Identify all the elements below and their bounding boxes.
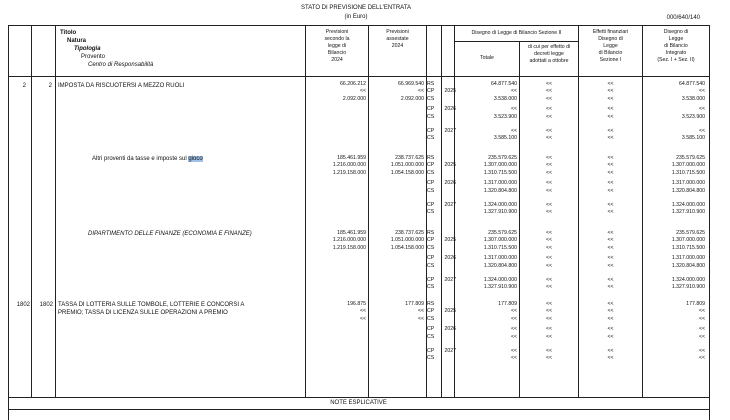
int-value: <<	[698, 355, 705, 362]
year-label: 2026	[444, 326, 456, 333]
eff-value: <<	[607, 202, 614, 208]
col-line	[368, 25, 369, 397]
tot-value: 235.579.625	[488, 155, 517, 161]
dec-value: <<	[545, 162, 553, 169]
int-value: <<	[698, 88, 705, 95]
row-code: CS	[427, 113, 435, 120]
int-value: 3.538.000	[681, 95, 705, 102]
tot-value: <<	[510, 326, 517, 333]
tot-value: 1.307.000.000	[483, 237, 517, 244]
dec-value: <<	[545, 180, 553, 187]
row-number-tipologia: 1802	[39, 302, 53, 308]
eff-value: <<	[607, 155, 614, 161]
row-code: CS	[427, 209, 435, 216]
int-value: 235.579.625	[676, 230, 705, 236]
eff-value: <<	[607, 237, 614, 244]
row-code: CS	[427, 315, 435, 322]
year-label: 2027	[444, 128, 456, 134]
header-ass: Previsioni	[386, 29, 409, 35]
int-value: 1.307.000.000	[671, 237, 705, 244]
eff-value: <<	[607, 326, 614, 333]
row-code: CP	[427, 128, 435, 134]
tot-value: <<	[510, 128, 517, 134]
eff-value: <<	[607, 333, 614, 340]
col-line	[55, 25, 56, 397]
ddl-subheader-border	[454, 41, 578, 42]
eff-value: <<	[607, 88, 614, 95]
header-integrato: Disegno di	[663, 29, 689, 35]
tot-value: 1.307.000.000	[483, 162, 517, 169]
dec-value: <<	[545, 315, 553, 322]
row-code: CS	[427, 262, 435, 269]
col-line	[441, 25, 442, 397]
eff-value: <<	[607, 135, 614, 142]
page-subtitle: (in Euro)	[344, 14, 368, 20]
assestate-value: 177.809	[405, 301, 424, 307]
row-code: CS	[427, 187, 435, 194]
row-number-tipologia: 2	[48, 83, 52, 89]
dec-value: <<	[545, 262, 553, 269]
header-prev: Previsioni	[325, 29, 349, 35]
int-value: 1.310.715.500	[671, 244, 705, 251]
int-value: 3.585.100	[681, 135, 705, 142]
row-code: CP	[427, 202, 435, 208]
row-code: RS	[427, 301, 435, 307]
assestate-value: 1.051.000.000	[390, 162, 424, 169]
tot-value: 1.310.715.500	[483, 244, 517, 251]
eff-value: <<	[607, 162, 614, 169]
previsioni-value: <<	[359, 315, 366, 322]
row-code: CP	[427, 237, 435, 244]
eff-value: <<	[607, 187, 614, 194]
year-label: 2025	[444, 237, 456, 244]
row-code: CP	[427, 326, 435, 333]
row-code: CP	[427, 162, 435, 169]
previsioni-value: 2.092.000	[342, 95, 366, 102]
section-label: PREMIO; TASSA DI LICENZA SULLE OPERAZIONI A PREMIO	[58, 310, 228, 316]
header-effetti: di Bilancio	[598, 50, 623, 56]
assestate-value: <<	[417, 315, 424, 322]
tot-value: <<	[510, 308, 517, 315]
tot-value: <<	[510, 315, 517, 322]
header-ddl-decreti: di cui per effetto di	[527, 44, 571, 50]
assestate-value: 1.051.000.000	[390, 237, 424, 244]
int-value: 1.310.715.500	[671, 169, 705, 176]
dec-value: <<	[545, 244, 553, 251]
tot-value: 1.317.000.000	[483, 255, 517, 262]
tot-value: 1.327.910.900	[483, 209, 517, 216]
dec-value: <<	[545, 135, 553, 142]
assestate-value: 2.092.000	[400, 95, 424, 102]
table-bottom-border	[8, 397, 709, 398]
tot-value: 1.310.715.500	[483, 169, 517, 176]
assestate-value: 1.054.158.000	[390, 169, 424, 176]
dec-value: <<	[545, 95, 553, 102]
text-selection-highlight[interactable]: gioco	[188, 156, 203, 162]
previsioni-value: 1.216.000.000	[332, 162, 366, 169]
int-value: 235.579.625	[676, 155, 705, 161]
row-code: CP	[427, 277, 435, 283]
tot-value: <<	[510, 333, 517, 340]
tot-value: <<	[510, 355, 517, 362]
assestate-value: 238.737.625	[395, 155, 424, 161]
header-integrato: (Sez. I + Sez. II)	[657, 57, 695, 63]
dec-value: <<	[545, 81, 553, 87]
tot-value: 1.317.000.000	[483, 180, 517, 187]
row-code: RS	[427, 81, 435, 87]
int-value: 1.317.000.000	[671, 180, 705, 187]
eff-value: <<	[607, 128, 614, 134]
dec-value: <<	[545, 237, 553, 244]
int-value: 1.327.910.900	[671, 284, 705, 291]
previsioni-value: 185.461.959	[337, 230, 366, 236]
header-integrato: di Bilancio	[664, 43, 688, 49]
year-label: 2026	[444, 106, 456, 113]
year-label: 2027	[444, 348, 456, 354]
year-label: 2026	[444, 180, 456, 187]
eff-value: <<	[607, 113, 614, 120]
row-code: RS	[427, 155, 435, 161]
header-prev: 2024	[331, 57, 343, 63]
year-label: 2026	[444, 255, 456, 262]
dec-value: <<	[545, 308, 553, 315]
tot-value: <<	[510, 106, 517, 113]
dec-value: <<	[545, 301, 553, 307]
previsioni-value: 1.216.000.000	[332, 237, 366, 244]
dec-value: <<	[545, 187, 553, 194]
dec-value: <<	[545, 284, 553, 291]
int-value: 1.320.804.800	[671, 262, 705, 269]
header-bottom-border	[8, 76, 709, 77]
year-label: 2027	[444, 202, 456, 208]
dec-value: <<	[545, 113, 553, 120]
row-code: CP	[427, 308, 435, 315]
previsioni-value: 1.219.158.000	[332, 244, 366, 251]
tot-value: 3.585.100	[493, 135, 517, 142]
row-code: CP	[427, 88, 435, 95]
eff-value: <<	[607, 209, 614, 216]
tot-value: 3.523.900	[493, 113, 517, 120]
section-label: Altri proventi da tasse e imposte sul gioco	[92, 156, 203, 162]
dec-value: <<	[545, 348, 553, 354]
eff-value: <<	[607, 301, 614, 307]
int-value: 1.320.804.800	[671, 187, 705, 194]
header-provento: Provento	[81, 54, 106, 60]
dec-value: <<	[545, 155, 553, 161]
row-code: CS	[427, 284, 435, 291]
assestate-value: 238.737.625	[395, 230, 424, 236]
page-title: STATO DI PREVISIONE DELL'ENTRATA	[301, 5, 411, 11]
eff-value: <<	[607, 355, 614, 362]
tot-value: 1.324.000.000	[483, 202, 517, 208]
eff-value: <<	[607, 230, 614, 236]
eff-value: <<	[607, 348, 614, 354]
int-value: <<	[698, 348, 705, 354]
eff-value: <<	[607, 180, 614, 187]
section-label: TASSA DI LOTTERIA SULLE TOMBOLE, LOTTERIE E CONCORSI A	[58, 302, 245, 308]
col-line	[709, 25, 710, 420]
previsioni-value: 1.219.158.000	[332, 169, 366, 176]
header-ddl-decreti: decreti legge	[534, 51, 564, 57]
int-value: <<	[698, 106, 705, 113]
dec-value: <<	[545, 333, 553, 340]
tot-value: <<	[510, 88, 517, 95]
row-code: CP	[427, 106, 435, 113]
year-label: 2025	[444, 88, 456, 95]
header-tipologia: Tipologia	[74, 46, 101, 52]
header-natura: Natura	[67, 38, 87, 44]
assestate-value: <<	[417, 88, 424, 95]
eff-value: <<	[607, 284, 614, 291]
header-integrato: Legge	[668, 36, 684, 42]
dec-value: <<	[545, 255, 553, 262]
row-number-natura: 1802	[16, 302, 30, 308]
int-value: <<	[698, 315, 705, 322]
int-value: 3.523.900	[681, 113, 705, 120]
row-code: CS	[427, 95, 435, 102]
eff-value: <<	[607, 308, 614, 315]
dec-value: <<	[545, 88, 553, 95]
document-code: 000/640/140	[666, 15, 700, 21]
row-code: RS	[427, 230, 435, 236]
eff-value: <<	[607, 277, 614, 283]
eff-value: <<	[607, 106, 614, 113]
dec-value: <<	[545, 169, 553, 176]
col-line	[305, 25, 306, 397]
previsioni-value: 185.461.959	[337, 155, 366, 161]
row-code: CP	[427, 180, 435, 187]
eff-value: <<	[607, 81, 614, 87]
int-value: <<	[698, 326, 705, 333]
assestate-value: <<	[417, 308, 424, 315]
dec-value: <<	[545, 355, 553, 362]
header-effetti: Sezione I	[599, 57, 622, 63]
eff-value: <<	[607, 255, 614, 262]
row-code: CP	[427, 255, 435, 262]
previsioni-value: <<	[359, 308, 366, 315]
eff-value: <<	[607, 315, 614, 322]
header-ddl-decreti: adottati a ottobre	[529, 58, 569, 64]
int-value: 1.317.000.000	[671, 255, 705, 262]
year-label: 2027	[444, 277, 456, 283]
int-value: <<	[698, 308, 705, 315]
tot-value: 1.320.804.800	[483, 262, 517, 269]
tot-value: 177.809	[498, 301, 517, 307]
tot-value: <<	[510, 348, 517, 354]
previsioni-value: <<	[359, 88, 366, 95]
header-prev: legge di	[327, 43, 347, 49]
previsioni-value: 66.206.212	[340, 81, 366, 87]
tot-value: 1.324.000.000	[483, 277, 517, 283]
notes-bottom-border	[8, 409, 709, 410]
year-label: 2025	[444, 162, 456, 169]
tot-value: 1.320.804.800	[483, 187, 517, 194]
row-code: CS	[427, 135, 435, 142]
row-number-natura: 2	[22, 83, 26, 89]
dec-value: <<	[545, 230, 553, 236]
row-code: CS	[427, 244, 435, 251]
eff-value: <<	[607, 244, 614, 251]
header-effetti: Disegno di	[598, 36, 623, 42]
int-value: <<	[698, 128, 705, 134]
int-value: 1.324.000.000	[671, 202, 705, 208]
eff-value: <<	[607, 262, 614, 269]
header-ddl: Disegno di Legge di Bilancio Sezione II	[471, 30, 562, 36]
assestate-value: 66.969.540	[398, 81, 424, 87]
header-titolo: Titolo	[60, 30, 77, 36]
col-line	[31, 25, 32, 397]
header-ass: 2024	[391, 43, 404, 49]
table-top-border	[8, 25, 709, 26]
tot-value: 1.327.910.900	[483, 284, 517, 291]
header-integrato: Integrato	[665, 50, 687, 56]
row-code: CP	[427, 348, 435, 354]
eff-value: <<	[607, 95, 614, 102]
header-effetti: Legge	[603, 43, 618, 49]
year-label: 2025	[444, 308, 456, 315]
section-label: IMPOSTA DA RISCUOTERSI A MEZZO RUOLI	[58, 83, 185, 89]
assestate-value: 1.054.158.000	[390, 244, 424, 251]
row-code: CS	[427, 169, 435, 176]
section-label: DIPARTIMENTO DELLE FINANZE (ECONOMIA E FINANZE)	[88, 231, 252, 237]
notes-heading: NOTE ESPLICATIVE	[330, 400, 387, 406]
header-effetti: Effetti finanziari	[592, 29, 629, 35]
int-value: <<	[698, 333, 705, 340]
int-value: 1.307.000.000	[671, 162, 705, 169]
header-prev: Bilancio	[327, 50, 347, 56]
dec-value: <<	[545, 128, 553, 134]
dec-value: <<	[545, 106, 553, 113]
header-prev: secondo la	[324, 36, 350, 42]
int-value: 64.877.540	[679, 81, 705, 87]
tot-value: 64.877.540	[491, 81, 517, 87]
row-code: CS	[427, 355, 435, 362]
int-value: 1.327.910.900	[671, 209, 705, 216]
dec-value: <<	[545, 326, 553, 333]
header-centro: Centro di Responsabilità	[88, 62, 154, 68]
row-code: CS	[427, 333, 435, 340]
dec-value: <<	[545, 209, 553, 216]
dec-value: <<	[545, 277, 553, 283]
header-ass: assestate	[386, 36, 409, 42]
tot-value: 3.538.000	[493, 95, 517, 102]
eff-value: <<	[607, 169, 614, 176]
previsioni-value: 196.875	[347, 301, 366, 307]
int-value: 177.809	[686, 301, 705, 307]
int-value: 1.324.000.000	[671, 277, 705, 283]
tot-value: 235.579.625	[488, 230, 517, 236]
header-ddl-totale: Totale	[480, 55, 494, 61]
dec-value: <<	[545, 202, 553, 208]
